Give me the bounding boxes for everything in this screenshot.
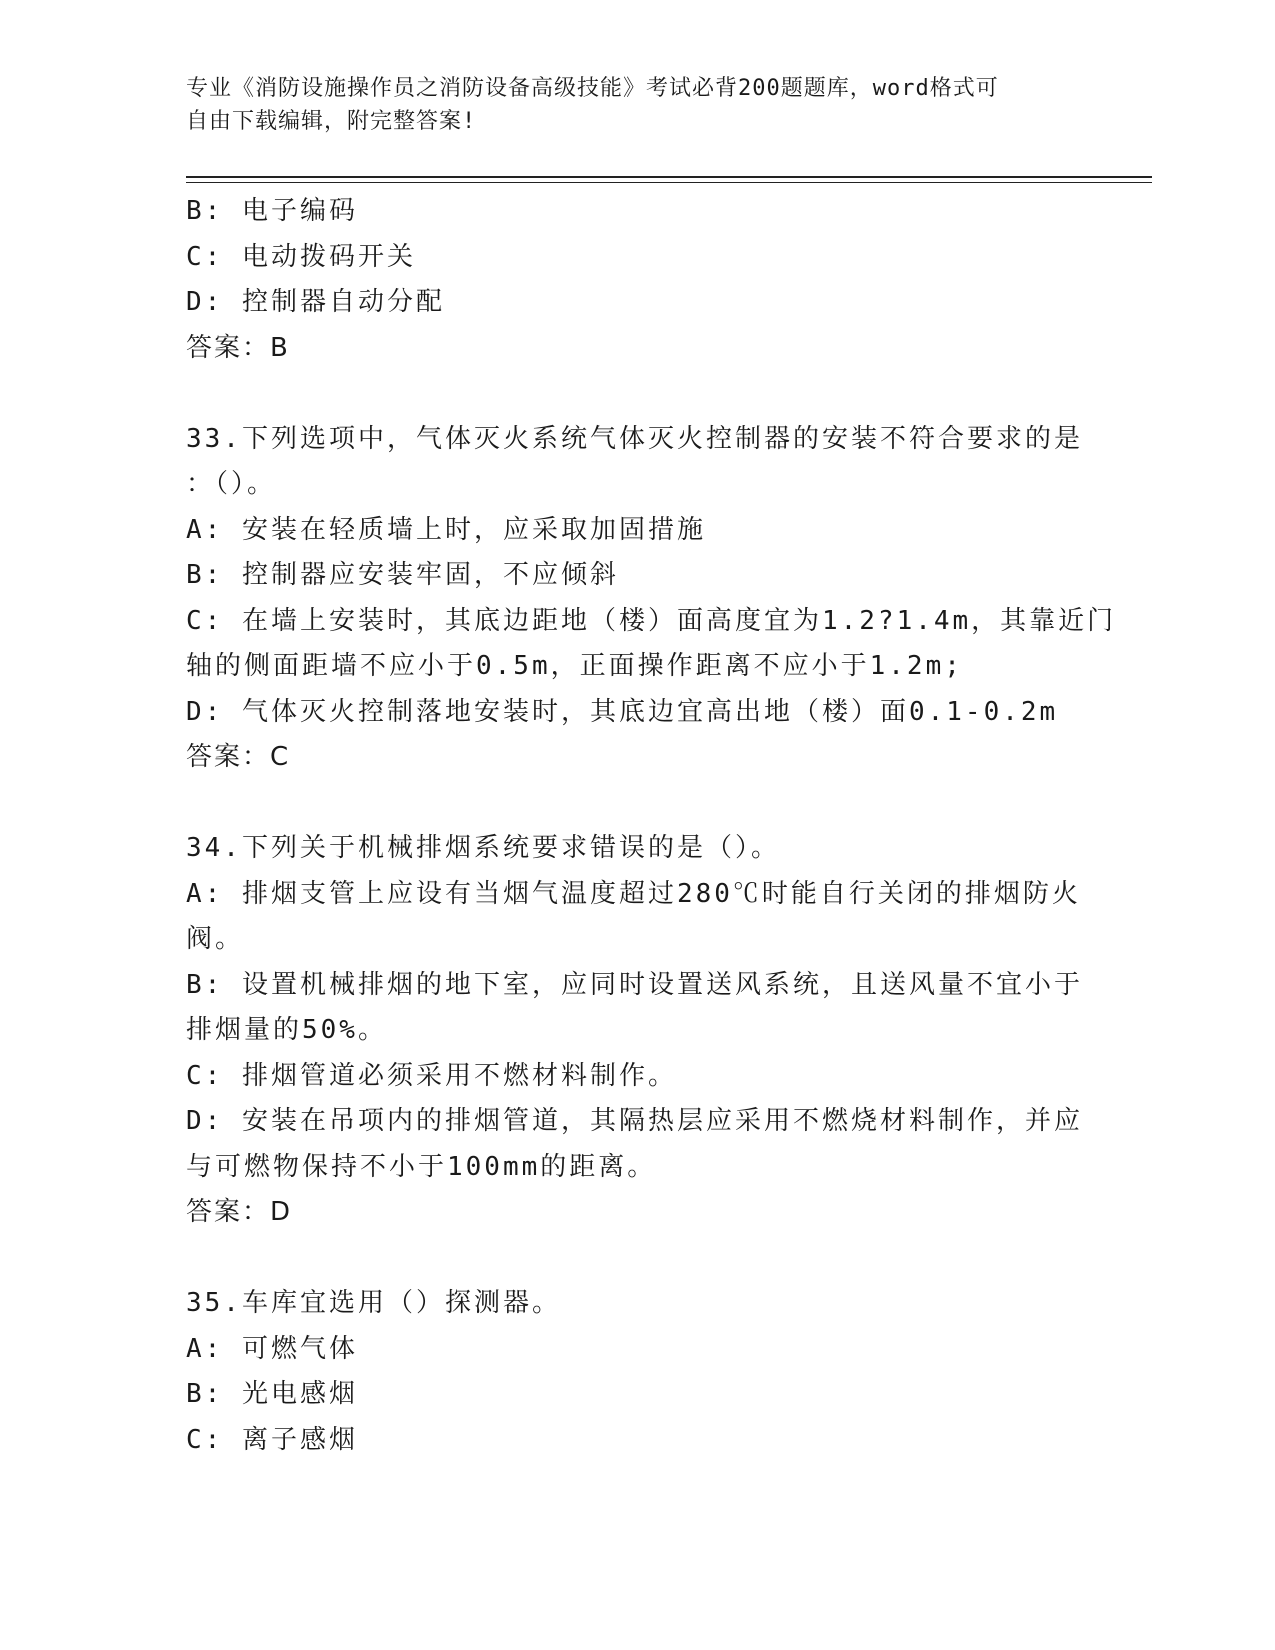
answer-line: 答案：C xyxy=(186,742,291,772)
question-stem: 34.下列关于机械排烟系统要求错误的是（）。 xyxy=(186,833,780,863)
header-rule-thin xyxy=(186,182,1152,183)
header-line-2: 自由下载编辑，附完整答案! xyxy=(186,109,477,134)
option-a: A: 可燃气体 xyxy=(186,1333,358,1364)
spacer xyxy=(186,1236,1086,1282)
option-d-cont: 与可燃物保持不小于100mm的距离。 xyxy=(186,1151,657,1182)
spacer xyxy=(186,781,1086,827)
question-32-continued xyxy=(186,189,1086,371)
option-b-cont: 排烟量的50%。 xyxy=(186,1015,387,1045)
question-33 xyxy=(186,417,1117,781)
option-d: D: 气体灭火控制落地安装时，其底边宜高出地（楼）面0.1-0.2m xyxy=(186,696,1059,727)
page-header xyxy=(186,72,1066,138)
header-rule-thick xyxy=(186,176,1152,178)
question-34 xyxy=(186,826,1086,1236)
option-a-cont: 阀。 xyxy=(186,924,245,954)
option-b: B: 设置机械排烟的地下室，应同时设置送风系统，且送风量不宜小于 xyxy=(186,969,1083,1000)
question-stem-cont: ：（）。 xyxy=(186,469,277,499)
header-line-1: 专业《消防设施操作员之消防设备高级技能》考试必背200题题库，word格式可 xyxy=(186,76,999,101)
option-a: A: 排烟支管上应设有当烟气温度超过280℃时能自行关闭的排烟防火 xyxy=(186,878,1081,909)
option-c: C: 在墙上安装时，其底边距地（楼）面高度宜为1.2?1.4m，其靠近门 xyxy=(186,605,1117,636)
question-stem: 33.下列选项中，气体灭火系统气体灭火控制器的安装不符合要求的是 xyxy=(186,423,1083,454)
question-content xyxy=(186,189,1117,1463)
spacer xyxy=(186,371,1086,417)
option-d: D: 安装在吊项内的排烟管道，其隔热层应采用不燃烧材料制作，并应 xyxy=(186,1106,1083,1136)
question-stem: 35.车库宜选用（）探测器。 xyxy=(186,1288,561,1318)
question-35 xyxy=(186,1281,1086,1463)
option-c: C: 离子感烟 xyxy=(186,1424,358,1455)
option-b: B: 电子编码 xyxy=(186,196,358,226)
option-a: A: 安装在轻质墙上时，应采取加固措施 xyxy=(186,514,706,545)
answer-line: 答案：D xyxy=(186,1197,293,1227)
option-b: B: 控制器应安装牢固，不应倾斜 xyxy=(186,560,619,590)
option-c: C: 电动拨码开关 xyxy=(186,241,416,272)
option-c-cont: 轴的侧面距墙不应小于0.5m，正面操作距离不应小于1.2m; xyxy=(186,651,963,681)
option-c: C: 排烟管道必须采用不燃材料制作。 xyxy=(186,1060,677,1091)
answer-line: 答案：B xyxy=(186,332,290,363)
option-b: B: 光电感烟 xyxy=(186,1379,358,1409)
option-d: D: 控制器自动分配 xyxy=(186,287,445,317)
